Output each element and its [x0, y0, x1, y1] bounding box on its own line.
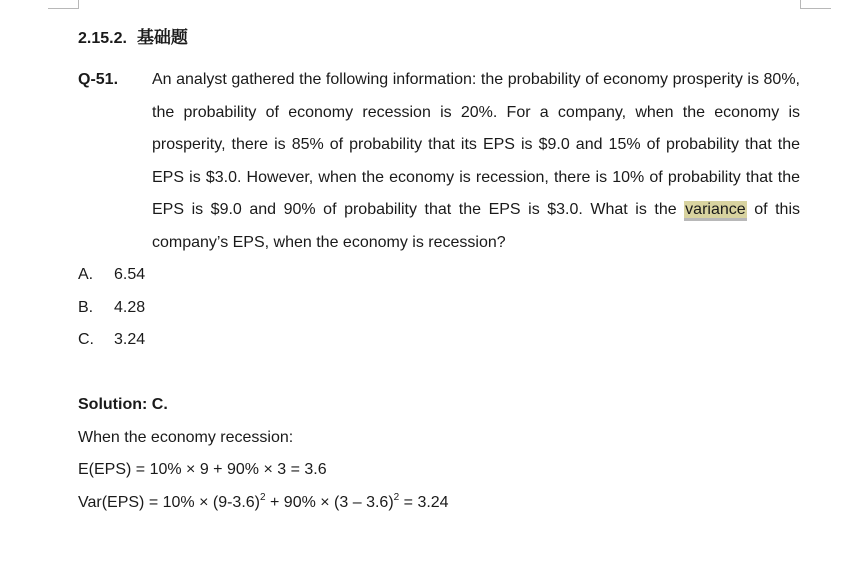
exponent-1: 2: [260, 491, 266, 503]
option-c: [78, 329, 145, 351]
variance-formula-part-3: = 3.24: [399, 494, 449, 511]
question-text-before: An analyst gathered the following information: the probability of economy prosperity is 80%, the probability of economy recession is 20%. For a company, when the economy is prosperity, there is 85% of probability that its EPS is $9.0 and 15% of probability that the EPS is $3.0. However, when the economy is recession, there is 10% of probability that the EPS is $9.0 and 90% of probability that the EPS is $3.0. What is the: [152, 71, 800, 219]
page-corner-mark-right: [800, 0, 831, 9]
option-value: 4.28: [114, 299, 146, 316]
solution-line-2: E(EPS) = 10% × 9 + 90% × 3 = 3.6: [78, 461, 327, 478]
option-letter: A.: [78, 266, 94, 283]
option-value: 3.24: [114, 331, 146, 348]
option-letter: B.: [78, 299, 94, 316]
section-heading: [78, 27, 188, 50]
solution-line-1: When the economy recession:: [78, 429, 294, 446]
option-b: [78, 297, 145, 319]
section-title: 基础题: [136, 28, 188, 48]
option-letter: C.: [78, 331, 94, 348]
variance-formula-part-1: Var(EPS) = 10% × (9-3.6): [78, 494, 260, 511]
variance-formula-part-2: + 90% × (3 – 3.6): [265, 494, 394, 511]
option-a: [78, 264, 145, 286]
section-number: 2.15.2.: [78, 30, 127, 47]
question-text-after: of this company’s EPS, when the economy is recession?: [152, 201, 800, 251]
highlighted-term[interactable]: variance: [684, 201, 746, 221]
exponent-2: 2: [393, 491, 400, 503]
option-value: 6.54: [114, 266, 146, 283]
question-text: [152, 64, 800, 260]
solution-title: Solution: C.: [78, 396, 168, 413]
solution-line-3: [78, 492, 449, 514]
page-corner-mark-left: [48, 0, 79, 9]
question-label: Q-51.: [78, 71, 119, 88]
